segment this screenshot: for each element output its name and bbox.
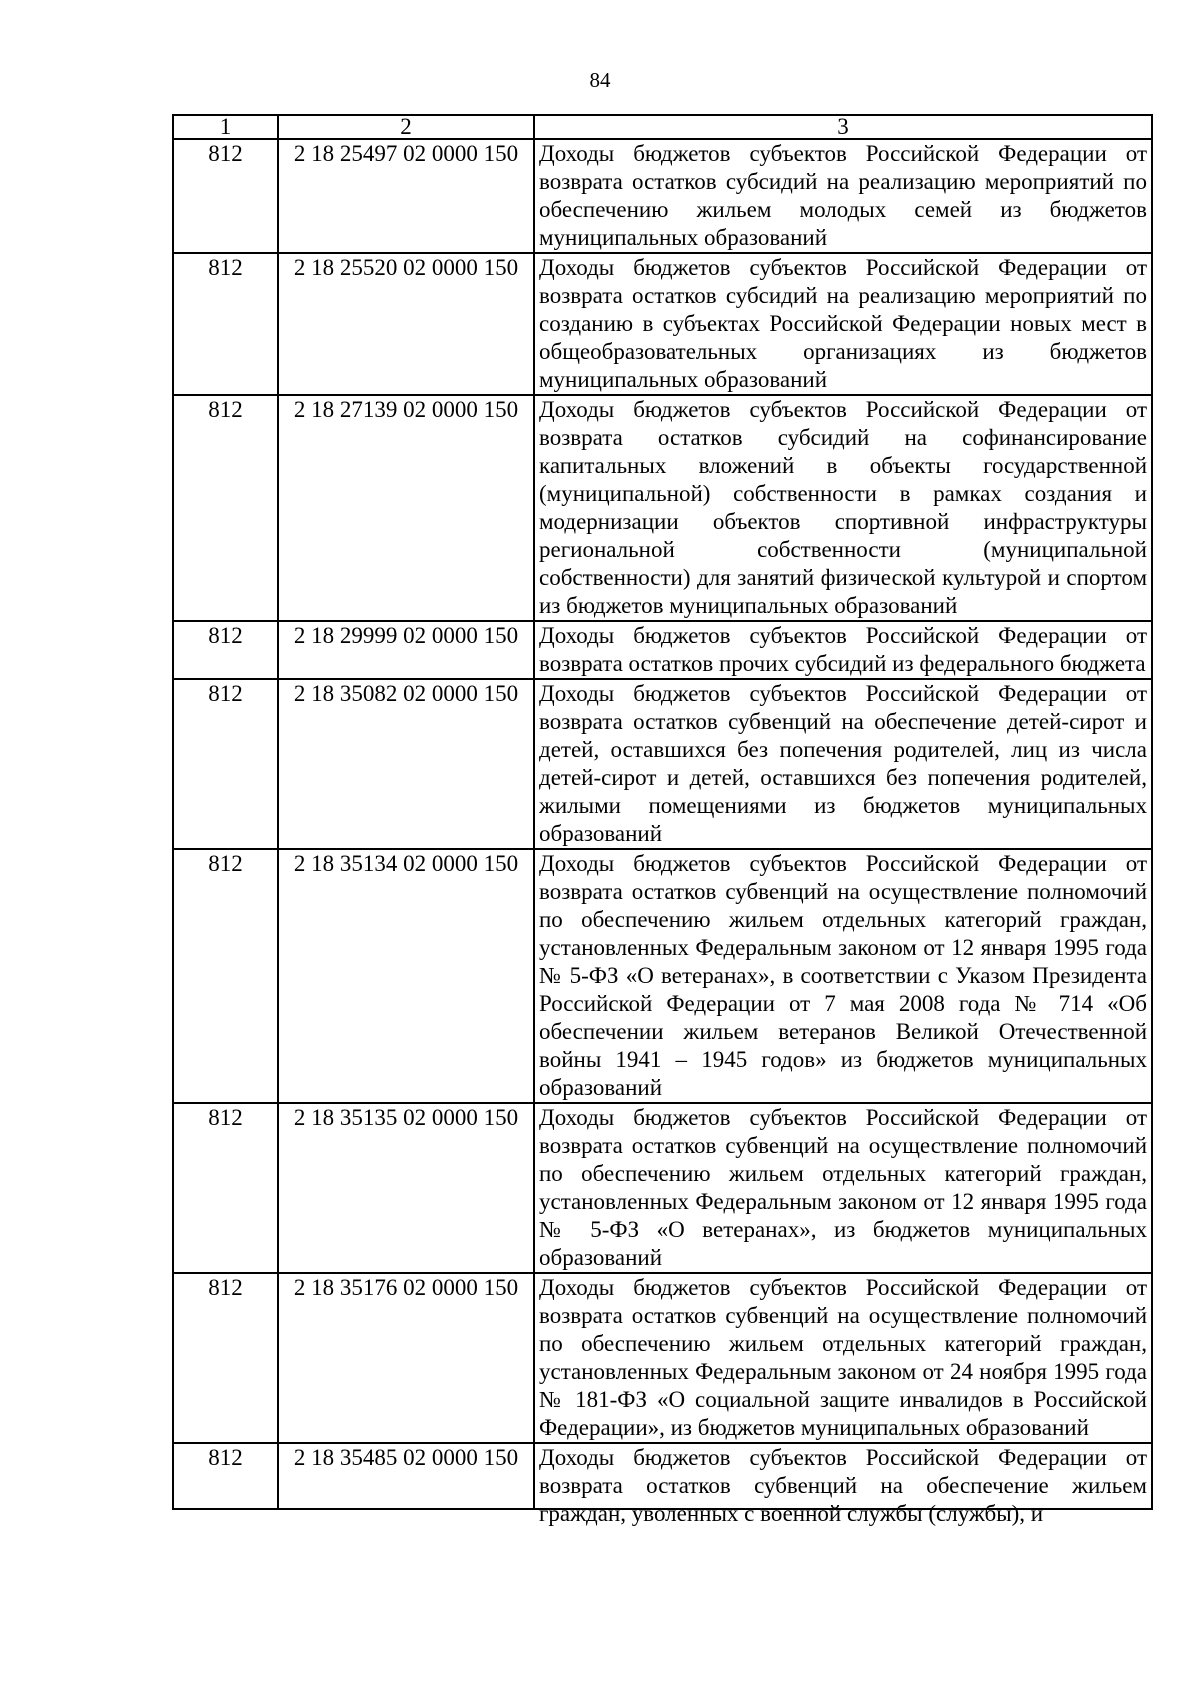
income-name-text: Доходы бюджетов субъектов Российской Федерации от возврата остатков субвенций на обеспечение жильем граждан, уволенных с военной службы (службы), и (539, 1445, 1147, 1526)
table-row (173, 1273, 1152, 1443)
income-name-cell: Доходы бюджетов субъектов Российской Федерации от возврата остатков субвенций на осуществление полномочий по обеспечению жильем отдельных категорий граждан, установленных Федеральным законом от 12 января 1995 года № 5-ФЗ «О ветеранах», из бюджетов муниципальных образований (534, 1103, 1152, 1273)
budget-code-cell: 2 18 35485 02 0000 150 (278, 1443, 534, 1509)
table-row (173, 849, 1152, 1103)
admin-code-cell: 812 (173, 849, 278, 1103)
budget-income-table (172, 114, 1153, 1526)
table-row (173, 679, 1152, 849)
admin-code-cell: 812 (173, 1103, 278, 1273)
table-row (173, 253, 1152, 395)
table-row (173, 395, 1152, 621)
header-col-3: 3 (534, 115, 1152, 139)
table-row (173, 1443, 1152, 1509)
income-name-cell: Доходы бюджетов субъектов Российской Федерации от возврата остатков прочих субсидий из федерального бюджета (534, 621, 1152, 679)
budget-code-cell: 2 18 27139 02 0000 150 (278, 395, 534, 621)
budget-code-cell: 2 18 29999 02 0000 150 (278, 621, 534, 679)
admin-code-cell: 812 (173, 621, 278, 679)
income-name-cell: Доходы бюджетов субъектов Российской Федерации от возврата остатков субвенций на осуществление полномочий по обеспечению жильем отдельных категорий граждан, установленных Федеральным законом от 24 ноября 1995 года № 181-ФЗ «О социальной защите инвалидов в Российской Федерации», из бюджетов муниципальных образований (534, 1273, 1152, 1443)
admin-code-cell: 812 (173, 395, 278, 621)
budget-code-cell: 2 18 25497 02 0000 150 (278, 139, 534, 253)
budget-code-cell: 2 18 35082 02 0000 150 (278, 679, 534, 849)
table-row (173, 1103, 1152, 1273)
admin-code-cell: 812 (173, 679, 278, 849)
admin-code-cell: 812 (173, 1273, 278, 1443)
admin-code-cell: 812 (173, 1443, 278, 1509)
income-name-cell: Доходы бюджетов субъектов Российской Федерации от возврата остатков субсидий на софинансирование капитальных вложений в объекты государственной (муниципальной) собственности в рамках создания и модернизации объектов спортивной инфраструктуры региональной собственности (муниципальной собственности) для занятий физической культурой и спортом из бюджетов муниципальных образований (534, 395, 1152, 621)
budget-code-cell: 2 18 35176 02 0000 150 (278, 1273, 534, 1443)
budget-code-cell: 2 18 35134 02 0000 150 (278, 849, 534, 1103)
budget-code-cell: 2 18 25520 02 0000 150 (278, 253, 534, 395)
admin-code-cell: 812 (173, 139, 278, 253)
admin-code-cell: 812 (173, 253, 278, 395)
header-col-1: 1 (173, 115, 278, 139)
income-name-cell: Доходы бюджетов субъектов Российской Федерации от возврата остатков субсидий на реализацию мероприятий по обеспечению жильем молодых семей из бюджетов муниципальных образований (534, 139, 1152, 253)
income-name-cell: Доходы бюджетов субъектов Российской Федерации от возврата остатков субвенций на осуществление полномочий по обеспечению жильем отдельных категорий граждан, установленных Федеральным законом от 12 января 1995 года № 5-ФЗ «О ветеранах», в соответствии с Указом Президента Российской Федерации от 7 мая 2008 года № 714 «Об обеспечении жильем ветеранов Великой Отечественной войны 1941 – 1945 годов» из бюджетов муниципальных образований (534, 849, 1152, 1103)
income-name-cell (534, 1443, 1152, 1526)
income-name-cell: Доходы бюджетов субъектов Российской Федерации от возврата остатков субвенций на обеспечение детей-сирот и детей, оставшихся без попечения родителей, лиц из числа детей-сирот и детей, оставшихся без попечения родителей, жилыми помещениями из бюджетов муниципальных образований (534, 679, 1152, 849)
income-name-cell: Доходы бюджетов субъектов Российской Федерации от возврата остатков субсидий на реализацию мероприятий по созданию в субъектах Российской Федерации новых мест в общеобразовательных организациях из бюджетов муниципальных образований (534, 253, 1152, 395)
header-col-2: 2 (278, 115, 534, 139)
table-row (173, 139, 1152, 253)
page-number: 84 (589, 68, 611, 92)
budget-code-cell: 2 18 35135 02 0000 150 (278, 1103, 534, 1273)
table-row (173, 621, 1152, 679)
table-header-row (173, 115, 1152, 139)
